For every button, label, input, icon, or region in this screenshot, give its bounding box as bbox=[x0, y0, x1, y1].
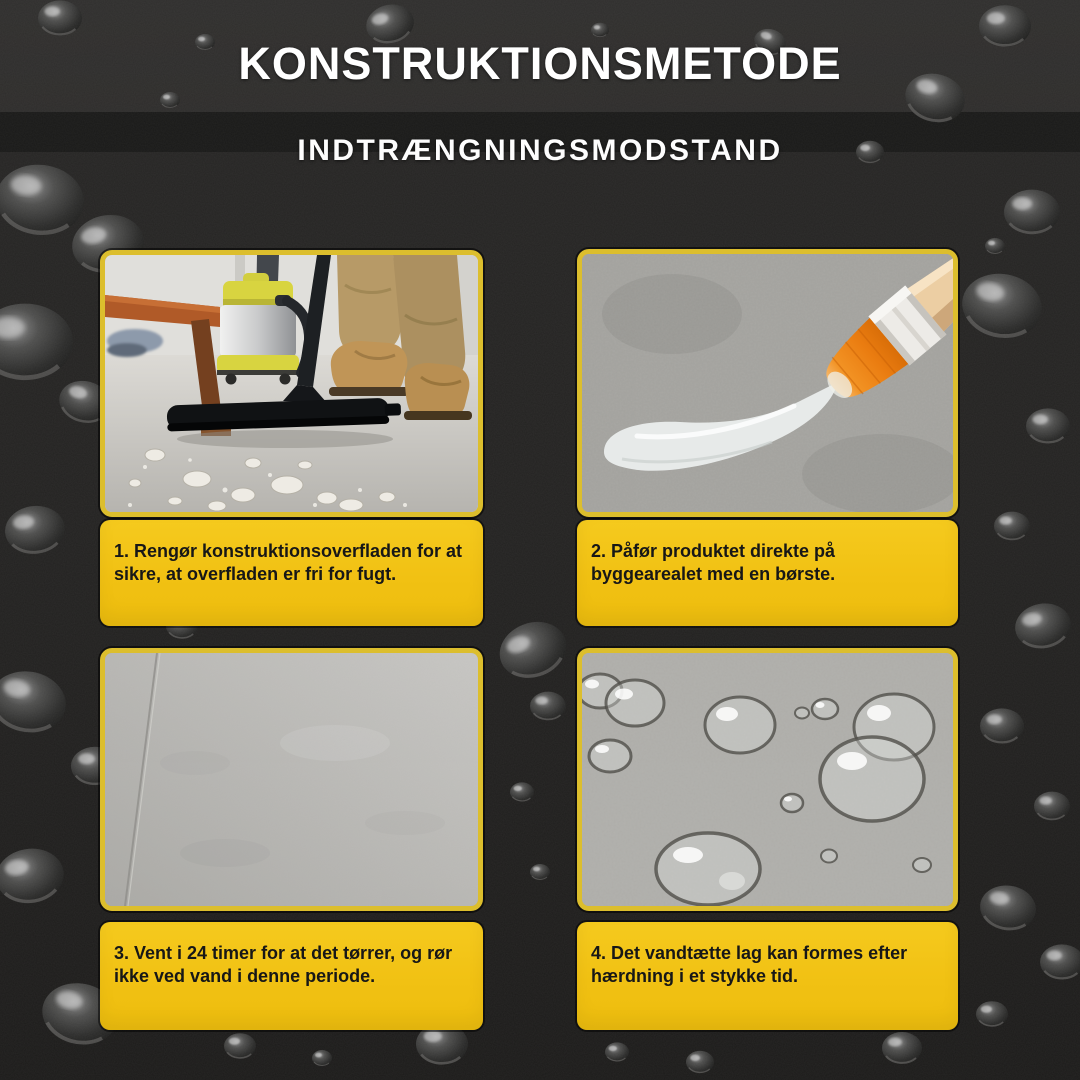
step-3-caption bbox=[100, 922, 483, 1030]
brush-applying-illustration bbox=[582, 254, 953, 512]
step-2-caption-text: 2. Påfør produktet direkte på byggearealet med en børste. bbox=[591, 541, 836, 585]
step-3-photo bbox=[100, 648, 483, 911]
step-2-photo bbox=[577, 249, 958, 517]
step-2-caption bbox=[577, 520, 958, 626]
step-3-caption-text: 3. Vent i 24 timer for at det tørrer, og rør ikke ved vand i denne periode. bbox=[114, 943, 453, 987]
step-4-caption-text: 4. Det vandtætte lag kan formes efter hærdning i et stykke tid. bbox=[591, 943, 908, 987]
page-title: KONSTRUKTIONSMETODE bbox=[238, 38, 842, 89]
step-1-caption bbox=[100, 520, 483, 626]
page-subtitle: INDTRÆNGNINGSMODSTAND bbox=[297, 134, 783, 167]
step-4-photo bbox=[577, 648, 958, 911]
step-1-caption-text: 1. Rengør konstruktionsoverfladen for at sikre, at overfladen er fri for fugt. bbox=[114, 541, 463, 585]
drying-surface-illustration bbox=[105, 653, 478, 906]
vacuum-cleaning-illustration bbox=[105, 255, 478, 512]
step-4-caption bbox=[577, 922, 958, 1030]
water-beading-illustration bbox=[582, 653, 953, 906]
step-1-photo bbox=[100, 250, 483, 517]
